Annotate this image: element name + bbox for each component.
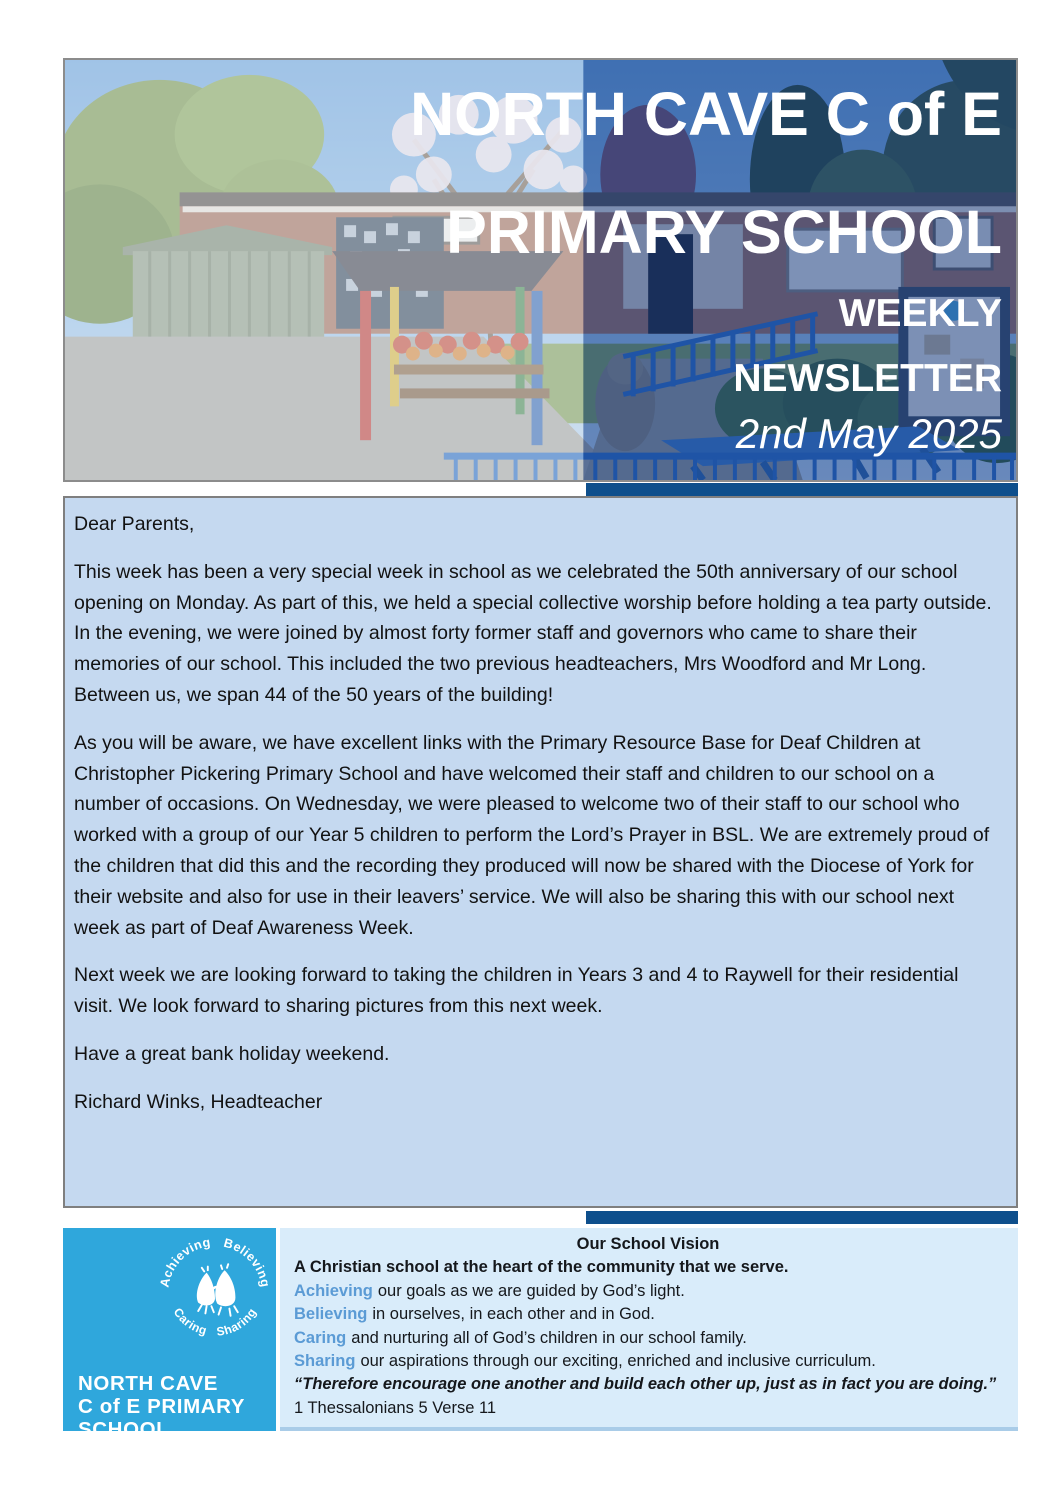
letter-signoff: Have a great bank holiday weekend. xyxy=(74,1042,390,1065)
vision-value-row xyxy=(294,1327,1002,1350)
vision-quote: “Therefore encourage one another and build each other up, just as in fact you are doing.” xyxy=(294,1375,997,1394)
logo-children-figures xyxy=(197,1264,238,1316)
letter-greeting: Dear Parents, xyxy=(74,513,195,535)
school-logo-icon xyxy=(155,1233,275,1353)
vision-reference: 1 Thessalonians 5 Verse 11 xyxy=(294,1398,497,1417)
svg-text:Achieving Believing xyxy=(157,1235,272,1289)
header-subtitle-newsletter: NEWSLETTER xyxy=(733,357,1002,400)
letter-signature: Richard Winks, Headteacher xyxy=(74,1090,323,1113)
header-title-line1: NORTH CAVE C of E xyxy=(410,80,1002,148)
letter-section xyxy=(63,496,1018,1208)
vision-value-text: and nurturing all of God’s children in our school family. xyxy=(351,1328,747,1347)
vision-box xyxy=(280,1228,1018,1431)
logo-name-line2: C of E PRIMARY xyxy=(78,1395,246,1418)
vision-value-text: our goals as we are guided by God’s light. xyxy=(377,1281,685,1300)
header-title-line2: PRIMARY SCHOOL xyxy=(446,198,1002,266)
header-date: 2nd May 2025 xyxy=(735,410,1002,457)
logo-arc-top-text: Achieving Believing xyxy=(157,1234,273,1289)
logo-name-line3: SCHOOL xyxy=(78,1418,170,1441)
vision-value-row xyxy=(294,1303,1002,1326)
logo-name-line1: NORTH CAVE xyxy=(78,1372,219,1395)
school-logo-box xyxy=(63,1228,276,1441)
vision-keyword: Achieving xyxy=(294,1281,373,1300)
svg-text:Caring Sharing xyxy=(171,1305,260,1339)
vision-keyword: Sharing xyxy=(294,1352,356,1371)
vision-value-row xyxy=(294,1350,1002,1373)
logo-arc-bottom-text: Caring Sharing xyxy=(170,1305,260,1339)
header-text-overlay xyxy=(65,60,1016,480)
letter-paragraph: This week has been a very special week in school as we celebrated the 50th anniversary of our school opening on Monday. As part of this, we held a special collective worship before holding a tea party outside. In the evening, we were joined by almost forty former staff and governors who came to share their memories of our school. This included the two previous headteachers, Mrs Woodford and Mr Long. Between us, we span 44 of the 50 years of the building! xyxy=(74,560,992,706)
vision-value-row xyxy=(294,1280,1002,1303)
newsletter-header xyxy=(63,58,1018,482)
vision-title: Our School Vision xyxy=(576,1235,720,1253)
letter-paragraph: As you will be aware, we have excellent links with the Primary Resource Base for Deaf Children at Christopher Pickering Primary School and have welcomed their staff and children to our school on a number of occasions. On Wednesday, we were pleased to welcome two of their staff to our school who worked with a group of our Year 5 children to perform the Lord’s Prayer in BSL. We are extremely proud of the children that did this and the recording they produced will now be shared with the Diocese of York for their website and also for use in their leavers’ service. We will also be sharing this with our school next week as part of Deaf Awareness Week. xyxy=(74,731,990,939)
vision-keyword: Believing xyxy=(294,1305,368,1324)
divider-bar-top xyxy=(586,483,1018,496)
logo-school-name xyxy=(78,1372,245,1441)
vision-tagline: A Christian school at the heart of the community that we serve. xyxy=(294,1258,789,1277)
header-subtitle-weekly: WEEKLY xyxy=(838,292,1002,335)
vision-value-text: our aspirations through our exciting, enriched and inclusive curriculum. xyxy=(360,1352,876,1371)
letter-paragraph: Next week we are looking forward to taking the children in Years 3 and 4 to Raywell for their residential visit. We look forward to sharing pictures from this next week. xyxy=(74,964,959,1018)
divider-bar-bottom xyxy=(586,1211,1018,1224)
vision-value-text: in ourselves, in each other and in God. xyxy=(372,1305,655,1324)
vision-keyword: Caring xyxy=(294,1328,347,1347)
